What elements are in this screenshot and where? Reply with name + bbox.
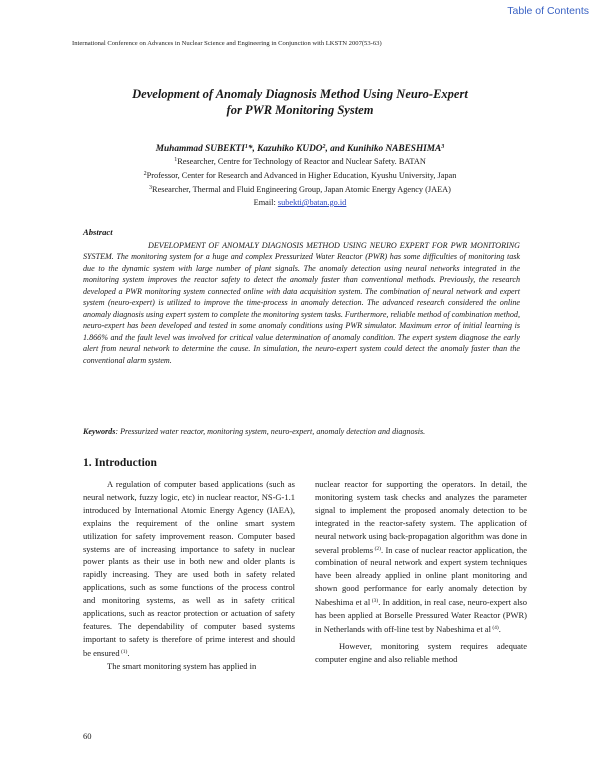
- affiliation-2-text: Professor, Center for Research and Advanced in Higher Education, Kyushu University, Japan: [146, 171, 457, 180]
- intro-paragraph-2-continued: [315, 478, 527, 636]
- title-line-2: for PWR Monitoring System: [226, 103, 374, 117]
- author-list: [60, 141, 540, 155]
- author-separator-1: *,: [247, 144, 258, 154]
- citation-4: (4): [490, 624, 499, 631]
- citation-3: (3): [370, 598, 379, 605]
- section-number: 1.: [83, 457, 92, 469]
- author-2-affil-marker: 2: [322, 144, 326, 150]
- right-p1-c: . In addition, in real case, neuro-expert also has been applied at Borselle Pressured Water Reactor (PWR) in Netherlands with off-line test by Nabeshima et al: [315, 597, 527, 634]
- abstract-heading: Abstract: [83, 227, 113, 237]
- author-3: Kunihiko NABESHIMA: [346, 144, 442, 154]
- email-label: Email:: [253, 198, 278, 207]
- section-heading-introduction: [83, 457, 157, 469]
- email-link[interactable]: subekti@batan.go.id: [277, 198, 347, 207]
- table-of-contents-link[interactable]: Table of Contents: [507, 5, 589, 17]
- affiliation-3-text: Researcher, Thermal and Fluid Engineering Group, Japan Atomic Energy Agency (JAEA): [152, 185, 451, 194]
- keywords-text: : Pressurized water reactor, monitoring system, neuro-expert, anomaly detection and diagnosis.: [115, 427, 426, 436]
- citation-1: (1): [119, 648, 128, 655]
- intro-paragraph-3: However, monitoring system requires adequate computer engine and also reliable method: [315, 640, 527, 664]
- affiliation-2-marker: 2: [143, 171, 147, 177]
- citation-2: (2): [373, 545, 382, 552]
- affiliation-1-text: Researcher, Centre for Technology of Reactor and Nuclear Safety. BATAN: [177, 157, 426, 166]
- intro-p1-text: A regulation of computer based applications (such as neural network, fuzzy logic, etc) in nuclear reactor, NS-G-1.1 introduced by International Atomic Energy Agency (IAEA), explains the requirement of the online smart system utilization for safety improvement reason. Computer based systems are of increasing importance to safety in nuclear power plants as their use in both new and older plants is rapidly increasing. They are used both in safety related applications, such as some functions of the process control and monitoring systems, as well as in safety critical applications, such as reactor protection or actuation of safety features. The dependability of computer based systems important to safety is therefore of prime interest and should be ensured: [83, 479, 295, 658]
- running-header: International Conference on Advances in Nuclear Science and Engineering in Conjunction with LKSTN 2007(53-63): [72, 40, 382, 47]
- right-column: [315, 478, 527, 666]
- author-3-affil-marker: 3: [441, 144, 445, 150]
- paper-title: [60, 86, 540, 118]
- intro-paragraph-1: [83, 478, 295, 660]
- author-1-affil-marker: 1: [244, 144, 248, 150]
- affiliation-3-marker: 3: [149, 185, 153, 191]
- keywords: [83, 426, 520, 437]
- author-separator-2: , and: [325, 144, 347, 154]
- right-p1-a: nuclear reactor for supporting the operators. In detail, the monitoring system task checks and analyzes the parameter signal to implement the proposed anomaly detection to be integrated in the reactor-safety system. The application of neural network using back-propagation algorithm was done in several problems: [315, 479, 527, 555]
- section-title: Introduction: [94, 457, 157, 469]
- email-line: [40, 197, 560, 208]
- author-1: Muhammad SUBEKTI: [155, 144, 245, 154]
- intro-p1-end: .: [127, 647, 130, 658]
- intro-paragraph-2: The smart monitoring system has applied in: [107, 660, 257, 671]
- affiliation-1: [40, 155, 560, 167]
- right-p1-b: . In case of nuclear reactor application, the combination of neural network and expert system techniques have been already applied in online plant monitoring and shown good performance for early anomaly detection by Nabeshima et al: [315, 544, 528, 608]
- author-2: Kazuhiko KUDO: [257, 144, 323, 154]
- title-line-1: Development of Anomaly Diagnosis Method Using Neuro-Expert: [132, 87, 468, 101]
- affiliation-1-marker: 1: [174, 157, 178, 163]
- left-column: [83, 478, 295, 673]
- keywords-label: Keywords: [83, 427, 116, 436]
- page-number: 60: [83, 731, 92, 741]
- affiliation-2: [40, 169, 560, 181]
- affiliation-3: [40, 183, 560, 195]
- abstract-text: DEVELOPMENT OF ANOMALY DIAGNOSIS METHOD USING NEURO EXPERT FOR PWR MONITORING SYSTEM. The monitoring system for a huge and complex Pressurized Water Reactor (PWR) has some difficulties of monitoring task due to the dynamic system with large number of plant signals. The anomaly detection using neural networks integrated in the monitoring system improves the reactor safety to detect the anomaly faster than conventional methods. Previously, the research developed a PWR monitoring system connected online with data acquisition system. The combination of neural network and expert system (neuro-expert) is utilized to improve the time-process in anomaly detection. The advanced research considered the online anomaly diagnosis using expert system to complete the monitoring system tasks. Furthermore, reliable method of combination method, neuro-expert has been developed and tested in some anomaly conditions using PWR simulator. Maximum error of initial learning is 1.866% and the fault level was involved for critical value determination of anomaly condition. The expert system diagnose the early alert from neural network to determine the cause. In simulation, the neuro-expert system could detect the anomaly faster than the conventional alarm system.: [83, 241, 520, 365]
- right-p1-d: .: [498, 623, 501, 634]
